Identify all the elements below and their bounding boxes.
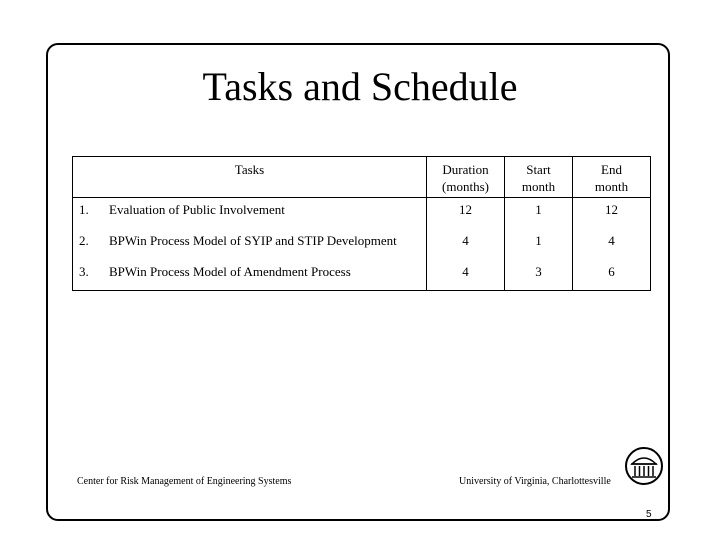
duration-cell: 4 bbox=[427, 260, 505, 291]
end-cell: 12 bbox=[573, 198, 651, 229]
task-cell bbox=[73, 260, 427, 291]
university-rotunda-logo-icon bbox=[624, 446, 664, 486]
header-tasks-label: Tasks bbox=[234, 162, 265, 177]
footer-organization: Center for Risk Management of Engineering Systems bbox=[77, 476, 292, 487]
header-end bbox=[573, 157, 651, 198]
task-name: Evaluation of Public Involvement bbox=[109, 202, 285, 217]
header-start-line1: Start bbox=[526, 162, 551, 177]
header-end-line1: End bbox=[601, 162, 622, 177]
task-cell bbox=[73, 229, 427, 260]
table-header-row bbox=[73, 157, 651, 198]
start-cell: 1 bbox=[505, 229, 573, 260]
slide-title: Tasks and Schedule bbox=[202, 64, 518, 109]
table-row bbox=[73, 198, 651, 229]
header-duration-line2: (months) bbox=[442, 179, 489, 194]
table-row bbox=[73, 260, 651, 291]
task-number: 3. bbox=[79, 263, 89, 279]
start-cell: 1 bbox=[505, 198, 573, 229]
end-cell: 4 bbox=[573, 229, 651, 260]
task-cell bbox=[73, 198, 427, 229]
header-start bbox=[505, 157, 573, 198]
task-number: 2. bbox=[79, 232, 89, 248]
header-end-line2: month bbox=[594, 179, 629, 194]
task-number: 1. bbox=[79, 202, 89, 217]
header-tasks bbox=[73, 157, 427, 198]
header-duration bbox=[427, 157, 505, 198]
page-number: 5 bbox=[646, 509, 652, 520]
footer-university: University of Virginia, Charlottesville bbox=[459, 476, 611, 487]
end-cell: 6 bbox=[573, 260, 651, 291]
duration-cell: 4 bbox=[427, 229, 505, 260]
start-cell: 3 bbox=[505, 260, 573, 291]
task-name: BPWin Process Model of SYIP and STIP Development bbox=[109, 232, 397, 248]
duration-cell: 12 bbox=[427, 198, 505, 229]
tasks-schedule-table bbox=[72, 156, 651, 291]
header-start-line2: month bbox=[521, 179, 556, 194]
table-row bbox=[73, 229, 651, 260]
task-name: BPWin Process Model of Amendment Process bbox=[109, 263, 351, 279]
header-duration-line1: Duration bbox=[442, 162, 489, 177]
